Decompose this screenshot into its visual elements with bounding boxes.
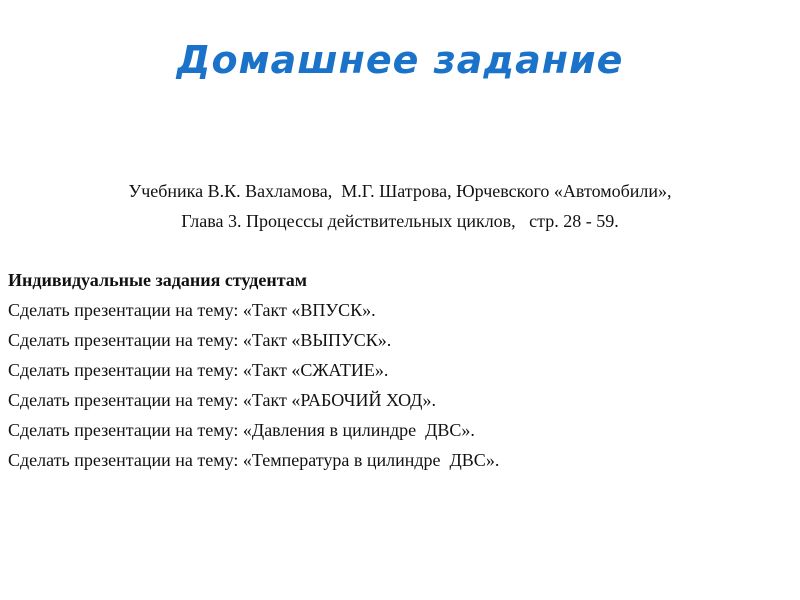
task-item: Сделать презентации на тему: «Такт «СЖАТИЕ». [8, 360, 389, 380]
slide-title: Домашнее задание [176, 38, 624, 82]
reference-line-2: Глава 3. Процессы действительных циклов, стр. 28 - 59. [181, 211, 619, 231]
task-item: Сделать презентации на тему: «Температура в цилиндре ДВС». [8, 450, 500, 470]
individual-tasks [8, 265, 788, 475]
textbook-reference [0, 176, 800, 236]
task-item: Сделать презентации на тему: «Такт «ВЫПУСК». [8, 330, 392, 350]
task-item: Сделать презентации на тему: «Такт «ВПУСК». [8, 300, 376, 320]
task-item: Сделать презентации на тему: «Давления в цилиндре ДВС». [8, 420, 475, 440]
task-item: Сделать презентации на тему: «Такт «РАБОЧИЙ ХОД». [8, 390, 436, 410]
tasks-heading: Индивидуальные задания студентам [8, 270, 308, 290]
reference-line-1: Учебника В.К. Вахламова, М.Г. Шатрова, Юрчевского «Автомобили», [128, 181, 672, 201]
